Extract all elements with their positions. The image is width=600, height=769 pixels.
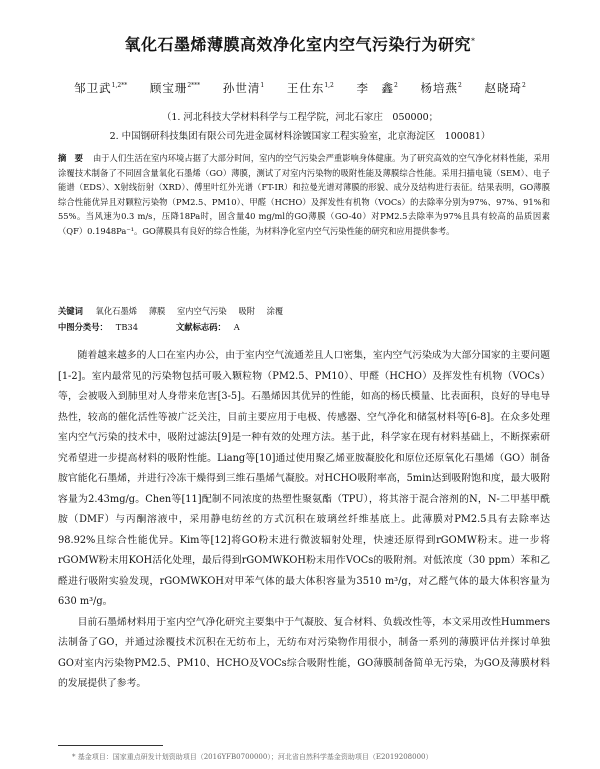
author-affiliation-mark: 2 — [458, 82, 462, 90]
keywords — [58, 305, 292, 317]
keywords-label: 关键词 — [58, 306, 83, 316]
author-name: 杨培燕 — [420, 81, 459, 95]
affiliation-2: 2. 中国钢研科技集团有限公司先进金属材料涂镀国家工程实验室，北京海淀区 100081） — [109, 131, 491, 142]
author-name: 孙世清 — [222, 81, 261, 95]
title-footnote-mark: * — [471, 36, 476, 46]
doc-code-value: A — [233, 322, 240, 332]
abstract-label: 摘 要 — [58, 153, 83, 163]
abstract — [58, 151, 550, 239]
author-affiliation-mark: 2*** — [187, 82, 201, 90]
doc-code-label: 文献标志码： — [176, 322, 226, 332]
author — [223, 81, 264, 95]
body-paragraph: 随着越来越多的人口在室内办公，由于室内空气流通差且人口密集，室内空气污染成为大部分国家的主要问题[1-2]。室内最常见的污染物包括可吸入颗粒物（PM2.5、PM10）、甲醛（HCHO）及挥发性有机物（VOCs）等，会被吸入到肺里对人身带来危害[3-5]。石墨烯因其优异的性能，如高的杨氏模量、比表面积，良好的导电导热性，较高的催化活性等被广泛关注，目前主要应用于电极、传感器、空气净化和储氢材料等[6-8]。在众多处理室内空气污染的技术中，吸附过滤法[9]是一种有效的处理方法。基于此，科学家在现有材料基础上，不断探索研究希望进一步提高材料的吸附性能。Liang等[10]通过使用聚乙烯亚胺凝胶化和原位还原氧化石墨烯（GO）制备胺官能化石墨烯，并进行冷冻干燥得到三维石墨烯气凝胶。对HCHO吸附率高，5min达到吸附饱和度，最大吸附容量为2.43mg/g。Chen等[11]配制不同浓度的热塑性聚氨酯（TPU），将其溶于混合溶剂的N，N-二甲基甲酰胺（DMF）与丙酮溶液中，采用静电纺丝的方式沉积在玻璃丝纤维基底上。此薄膜对PM2.5具有去除率达98.92%且综合性能优异。Kim等[12]将GO粉末进行微波辐射处理，快速还原得到rGOMW粉末。进一步将rGOMW粉末用KOH活化处理，最后得到rGOMWKOH粉末用作VOCs的吸附剂。对低浓度（30 ppm）苯和乙醛进行吸附实验发现，rGOMWKOH对甲苯气体的最大体积容量为3510 m³/g，对乙醛气体的最大体积容量为630 m³/g。 — [58, 350, 550, 607]
keyword: 室内空气污染 — [176, 306, 227, 316]
keyword: 薄膜 — [148, 306, 166, 316]
paper-title-text: 氧化石墨烯薄膜高效净化室内空气污染行为研究 — [124, 35, 471, 54]
footnote: * 基金项目：国家重点研发计划资助项目（2016YFB0700000）；河北省自然科学基金资助项目（E2019208000） — [72, 753, 433, 761]
author — [150, 81, 200, 95]
body-text — [58, 346, 550, 695]
author-affiliation-mark: 1 — [260, 82, 265, 90]
footnote-rule — [58, 745, 163, 746]
author-name: 王仕东 — [286, 81, 325, 95]
author-name: 邹卫武 — [74, 81, 112, 95]
body-paragraph: 目前石墨烯材料用于室内空气净化研究主要集中于气凝胶、复合材料、负载改性等，本文采用改性Hummers法制备了GO，并通过涂覆技术沉积在无纺布上，无纺布对污染物作用很小，制备一系列的薄膜评估并探讨单独GO对室内污染物PM2.5、PM10、HCHO及VOCs综合吸附性能，GO薄膜制备简单无污染，为GO及薄膜材料的发展提供了参考。 — [58, 616, 550, 689]
author-affiliation-mark: 2 — [522, 82, 526, 90]
paper-title — [0, 32, 600, 55]
author-name: 李 鑫 — [356, 81, 395, 95]
author-affiliation-mark: 1,2 — [324, 82, 334, 90]
classification-line — [58, 321, 240, 333]
author-affiliation-mark: 1,2** — [111, 82, 128, 90]
keyword: 涂覆 — [266, 306, 284, 316]
author — [485, 81, 526, 95]
keyword: 吸附 — [238, 306, 255, 316]
author — [287, 81, 334, 95]
abstract-text: 由于人们生活在室内环境占据了大部分时间，室内的空气污染会严重影响身体健康。为了研究高效的空气净化材料性能，采用涂覆技术制备了不同固含量氧化石墨烯（GO）薄膜，测试了对室内污染物的吸附性能及薄膜综合性能。采用扫描电镜（SEM）、电子能谱（EDS）、X射线衍射（XRD）、傅里叶红外光谱（FT-IR）和拉曼光谱对薄膜的形貌、成分及结构进行表征。结果表明，GO薄膜综合性能优异且对颗粒污染物（PM2.5、PM10）、甲醛（HCHO）及挥发性有机物（VOCs）的去除率分别为97%、97%、91%和55%。当风速为0.3 m/s，压降18Pa时，固含量40 mg/ml的GO薄膜（GO-40）对PM2.5去除率为97%且具有较高的品质因素（QF）0.1948Pa⁻¹。GO薄膜具有良好的综合性能，为材料净化室内空气污染性能的研究和应用提供参考。 — [58, 153, 550, 236]
author-name: 赵晓琦 — [484, 81, 522, 95]
author — [74, 81, 127, 95]
classification-label: 中图分类号： — [58, 322, 108, 332]
author — [421, 81, 462, 95]
author-name: 顾宝珊 — [149, 81, 188, 95]
author-affiliation-mark: 2 — [394, 82, 398, 90]
keyword: 氧化石墨烯 — [95, 306, 138, 316]
author — [357, 81, 398, 95]
classification-value: TB34 — [115, 322, 138, 332]
affiliation-1: （1. 河北科技大学材料科学与工程学院，河北石家庄 050000； — [161, 112, 439, 123]
author-list — [0, 80, 600, 96]
